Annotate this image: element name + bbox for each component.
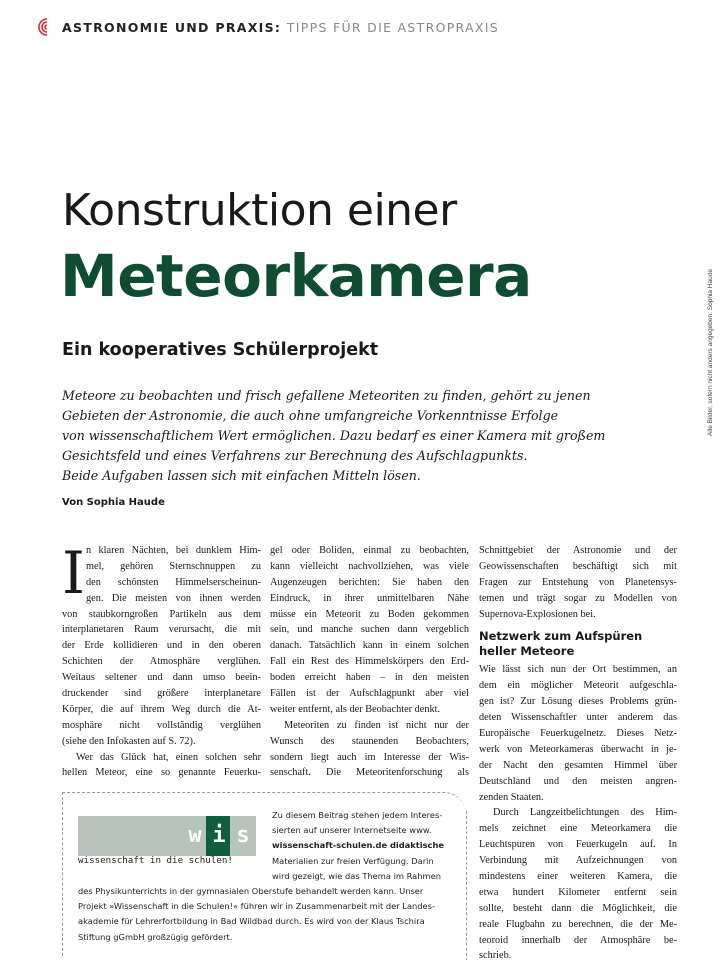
body-line: zenden Staaten. (479, 791, 544, 803)
section-heading (479, 629, 677, 659)
body-line: sollte, besteht dann die Möglichkeit, die (479, 902, 677, 914)
body-line: gen ist? Zur Lösung dieses Problems grün- (479, 696, 677, 708)
body-line: deten Wissenschaftler unter anderem das (479, 712, 677, 724)
concentric-arc-logo-icon (38, 18, 56, 36)
body-line: werk von Meteorkameras überwacht in je- (479, 743, 677, 755)
header-text (62, 20, 499, 35)
running-header (38, 16, 499, 38)
body-line: mosphäre nicht vollständig verglühen (62, 719, 261, 731)
body-line: mindestens einer weiteren Kamera, die (479, 871, 677, 883)
wis-logo-letter: i (206, 816, 232, 856)
lead-line: Gebieten der Astronomie, die auch ohne umfangreiche Vorkenntnisse Erfolge (62, 408, 559, 423)
body-line: den schönsten Himmelserscheinun- (86, 576, 261, 588)
drop-cap: I (62, 539, 85, 607)
body-line: Supernova-Explosionen bei. (479, 608, 596, 620)
section-heading-line: heller Meteore (479, 644, 575, 659)
body-line: reale Flugbahn zu berechnen, die der Me- (479, 918, 677, 930)
body-line: Verbindung mit Aufzeichnungen von (479, 855, 677, 867)
body-line: Schnittgebiet der Astronomie und der (479, 545, 677, 556)
header-subsection: TIPPS FÜR DIE ASTROPRAXIS (286, 19, 499, 35)
wis-text-bottom (78, 884, 435, 945)
body-line: Wie lässt sich nun der Ort bestimmen, an (479, 664, 677, 676)
body-line: Eindruck, in ihrer unmittelbaren Nähe (270, 592, 469, 604)
body-line: sein, und manche suchen dann vergeblich (270, 624, 469, 636)
wis-line: Stiftung gGmbH großzügig gefördert. (78, 931, 233, 942)
body-line: Europäische Feuerkugelnetz. Dieses Netz- (479, 728, 677, 740)
lead-line: Gesichtsfeld und eines Verfahrens zur Berechnung des Aufschlagpunkts. (62, 448, 528, 463)
body-line: etwa hundert Kilometer entfernt sein (479, 886, 677, 898)
body-line: kann vielleicht nachvollziehen, was viele (270, 560, 469, 572)
body-line: müsse ein Meteorit zu Boden gekommen (270, 608, 469, 620)
body-line: der Nacht den gesamten Himmel über (479, 759, 677, 771)
body-line: Deutschland und den meisten angren- (479, 775, 677, 787)
wis-text-right (272, 808, 444, 884)
body-line: dem ein möglicher Meteorit aufgeschla- (479, 680, 677, 692)
wis-line: Zu diesem Beitrag stehen jedem Interes- (272, 810, 443, 820)
body-line: boden erreicht haben – in den meisten (270, 672, 469, 684)
body-line: weiter entfernt, als der Beobachter denkt. (270, 703, 441, 715)
lead-line: Meteore zu beobachten und frisch gefallene Meteoriten zu finden, gehört zu jenen (62, 388, 591, 403)
wis-logo-bar (78, 816, 182, 856)
body-line: der Erde kollidieren und in den oberen (62, 640, 261, 652)
body-line: gen. Die meisten von ihnen werden (86, 592, 261, 604)
wis-line: wird gezeigt, wie das Thema im Rahmen (272, 870, 441, 881)
body-column-1 (62, 539, 261, 781)
lead-line: von wissenschaftlichem Wert ermöglichen. Dazu bedarf es einer Kamera mit großem (62, 428, 606, 443)
wis-line: Materialien zur freien Verfügung. Darin (272, 855, 434, 866)
body-line: danach. Tatsächlich kann in einem solchen (270, 640, 469, 652)
wis-logo-letter: s (230, 816, 256, 856)
body-line: gel oder Boliden, einmal zu beobachten, (270, 545, 469, 556)
image-credit-text: Alle Bilder, sofern nicht anders angegeben: Sophia Haude (707, 269, 714, 436)
body-line: n klaren Nächten, bei dunklem Him- (86, 545, 261, 556)
body-line: Meteoriten zu finden ist nicht nur der (284, 719, 469, 731)
title-line-2: Meteorkamera (60, 242, 532, 310)
body-column-3 (479, 543, 677, 960)
body-line: Wunsch des staunenden Beobachters, (270, 735, 469, 747)
image-credit (700, 236, 714, 436)
wis-tagline: wissenschaft in die schulen! (78, 855, 233, 866)
body-line: von staubkorngroßen Partikeln aus dem (62, 608, 261, 620)
body-line: Weitaus seltener und dann umso beein- (62, 672, 261, 684)
header-section: ASTRONOMIE UND PRAXIS: (62, 19, 282, 35)
wis-line: Projekt »Wissenschaft in die Schulen!« führen wir in Zusammenarbeit mit der Landes- (78, 901, 435, 912)
section-heading-line: Netzwerk zum Aufspüren (479, 629, 643, 644)
body-line: Durch Langzeitbelichtungen des Him- (493, 807, 677, 819)
byline: Von Sophia Haude (62, 497, 165, 508)
body-line: interplanetaren Raum verursacht, die mit (62, 624, 261, 636)
body-line: Fragen zur Entstehung von Planetensys- (479, 576, 677, 588)
body-line: Schichten der Atmosphäre verglühen. (62, 656, 261, 668)
wis-line: des Physikunterrichts in der gymnasialen Oberstufe behandelt werden kann. Unser (78, 886, 424, 896)
lead-line: Beide Aufgaben lassen sich mit einfachen Mitteln lösen. (62, 468, 421, 483)
body-line: Leuchtspuren von Feuerkugeln auf. In (479, 839, 677, 851)
body-line: mel, gehören Sternschnuppen zu (86, 560, 261, 572)
title-line-1: Konstruktion einer (62, 185, 457, 236)
body-line: (siehe den Infokasten auf S. 72). (62, 735, 196, 747)
body-line: senschaft. Die Meteoritenforschung als (270, 767, 469, 779)
body-line: Fällen ist der Aufschlagpunkt aber viel (270, 688, 469, 700)
body-column-2 (270, 543, 469, 781)
body-line: schrieb. (479, 950, 512, 960)
body-line: sondern liegt auch im Interesse der Wis- (270, 751, 469, 763)
wis-logo-letter: w (182, 816, 208, 856)
body-line: hellen Meteor, eine so genannte Feuerku- (62, 767, 261, 779)
body-line: Körper, die auf ihrem Weg durch die At- (62, 703, 261, 715)
body-line: Fall ein Rest des Himmelskörpers den Erd- (270, 656, 469, 668)
body-line: mels zeichnet eine Meteorkamera die (479, 823, 677, 835)
subtitle: Ein kooperatives Schülerprojekt (62, 340, 379, 360)
wis-line: wissenschaft-schulen.de didaktische (272, 840, 444, 851)
body-line: teoroid innerhalb der Atmosphäre be- (479, 934, 677, 946)
wis-line: sierten auf unserer Internetseite www. (272, 825, 432, 836)
body-line: Geowissenschaften beschäftigt sich mit (479, 560, 677, 572)
lead-paragraph (62, 386, 622, 486)
wis-line: akademie für Lehrerfortbildung in Bad Wildbad durch. Es wird von der Klaus Tschira (78, 916, 425, 927)
body-line: Augenzeugen berichten: Sie haben den (270, 576, 469, 588)
body-line: druckender sind größere interplanetare (62, 688, 261, 700)
body-line: temen und trägt sogar zu Modellen von (479, 592, 677, 604)
body-line: Wer das Glück hat, einen solchen sehr (76, 751, 261, 763)
